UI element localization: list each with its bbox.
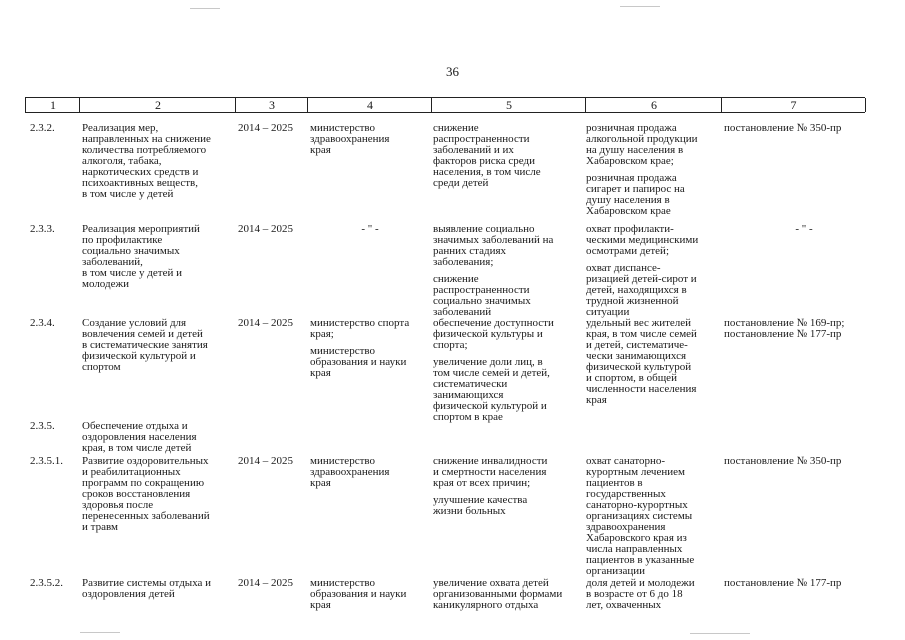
text-line: выявление социально: [433, 224, 535, 235]
text-line: физической культурой и: [433, 400, 547, 412]
text-line: молодежи: [82, 278, 129, 290]
measure-name: [82, 456, 234, 533]
text-line: постановление № 177-пр: [724, 578, 842, 589]
expected-result-paragraph: [433, 456, 583, 489]
text-line: 2014 – 2025: [238, 456, 293, 467]
text-line: детей, находящихся в: [586, 284, 687, 296]
expected-result: [433, 318, 583, 423]
text-line: каникулярного отдыха: [433, 599, 539, 611]
legal-act-paragraph: [724, 456, 884, 467]
text-line: физической культурой и: [82, 350, 196, 362]
text-line: спорта;: [433, 339, 468, 351]
text-line: курортным лечением: [586, 466, 685, 478]
measure-name: [82, 421, 234, 454]
text-line: психоактивных веществ,: [82, 177, 199, 189]
measure-name-paragraph: [82, 456, 234, 533]
text-line: численности населения: [586, 383, 697, 395]
measure-name-paragraph: [82, 421, 234, 454]
text-line: края: [586, 394, 607, 406]
row-number-paragraph: [30, 123, 78, 134]
text-line: распространенности: [433, 284, 530, 296]
text-line: программ по сокращению: [82, 477, 205, 489]
text-line: организации: [586, 565, 646, 577]
row-number: [30, 224, 78, 235]
text-line: 2.3.2.: [30, 123, 55, 134]
text-line: министерство: [310, 578, 376, 589]
text-line: обеспечение доступности: [433, 318, 554, 329]
text-line: и смертности населения: [433, 466, 547, 478]
header-cell: 3: [235, 98, 308, 112]
executor: [310, 578, 430, 611]
text-line: заболевания;: [433, 256, 494, 268]
text-line: и спортом, в общей: [586, 372, 677, 384]
text-line: Создание условий для: [82, 318, 187, 329]
text-line: том числе семей и детей,: [433, 367, 550, 379]
text-line: Обеспечение отдыха и: [82, 421, 188, 432]
text-line: пациентов в: [586, 477, 643, 489]
text-line: министерство: [310, 456, 376, 467]
period: [238, 578, 306, 589]
period-paragraph: [238, 318, 306, 329]
expected-result: [433, 224, 583, 318]
text-line: Хабаровском крае;: [586, 155, 674, 167]
period-paragraph: [238, 578, 306, 589]
text-line: алкогольной продукции: [586, 133, 698, 145]
text-line: министерство: [310, 345, 376, 357]
text-line: вовлечения семей и детей: [82, 328, 203, 340]
text-line: постановление № 350-пр: [724, 123, 842, 134]
text-line: постановление № 350-пр: [724, 456, 842, 467]
text-line: 2014 – 2025: [238, 123, 293, 134]
text-line: в том числе у детей: [82, 188, 174, 200]
text-line: ческими медицинскими: [586, 234, 699, 246]
expected-result-paragraph: [433, 274, 583, 318]
executor-paragraph: [310, 318, 430, 340]
executor-paragraph: [310, 123, 430, 156]
text-line: трудной жизненной: [586, 295, 679, 307]
measure-name-paragraph: [82, 123, 234, 200]
text-line: государственных: [586, 488, 666, 500]
measure-name: [82, 578, 234, 600]
scan-mark: [620, 6, 660, 7]
header-cell: 6: [585, 98, 722, 112]
text-line: сигарет и папирос на: [586, 183, 685, 195]
executor-paragraph: [310, 346, 430, 379]
text-line: 2.3.5.: [30, 421, 55, 432]
text-line: края: [310, 144, 331, 156]
indicator-paragraph: [586, 123, 721, 167]
scan-mark: [690, 633, 750, 634]
text-line: доля детей и молодежи: [586, 578, 695, 589]
header-cell: 4: [307, 98, 432, 112]
period-paragraph: [238, 123, 306, 134]
legal-act-paragraph: [724, 318, 884, 340]
executor-paragraph: [310, 456, 430, 489]
indicator-paragraph: [586, 318, 721, 406]
text-line: осмотрами детей;: [586, 245, 670, 257]
text-line: среди детей: [433, 177, 489, 189]
text-line: 2.3.5.2.: [30, 578, 63, 589]
text-line: на душу населения в: [586, 144, 684, 156]
text-line: физической культурой: [586, 361, 692, 373]
text-line: 2014 – 2025: [238, 578, 293, 589]
text-line: заболеваний и их: [433, 144, 514, 156]
text-line: организованными формами: [433, 588, 563, 600]
text-line: пациентов в указанные: [586, 554, 695, 566]
header-cell: 2: [79, 98, 236, 112]
expected-result-paragraph: [433, 123, 583, 189]
text-line: чески занимающихся: [586, 350, 687, 362]
legal-act: [724, 224, 884, 235]
text-line: оздоровления населения: [82, 431, 197, 443]
expected-result-paragraph: [433, 495, 583, 517]
legal-act-paragraph: [724, 123, 884, 134]
legal-act: [724, 123, 884, 134]
text-line: розничная продажа: [586, 123, 677, 134]
text-line: спортом в крае: [433, 411, 503, 423]
text-line: здравоохранения: [586, 521, 666, 533]
text-line: Развитие оздоровительных: [82, 456, 209, 467]
text-line: систематически: [433, 378, 508, 390]
text-line: охват диспансе-: [586, 262, 661, 274]
row-number: [30, 578, 78, 589]
expected-result-paragraph: [433, 224, 583, 268]
text-line: организациях системы: [586, 510, 693, 522]
text-line: постановление № 169-пр;: [724, 318, 845, 329]
row-number-paragraph: [30, 578, 78, 589]
text-line: факторов риска среди: [433, 155, 535, 167]
text-line: снижение: [433, 273, 479, 285]
legal-act: [724, 456, 884, 467]
text-line: спортом: [82, 361, 121, 373]
executor: [310, 123, 430, 156]
text-line: физической культуры и: [433, 328, 543, 340]
indicator: [586, 578, 721, 611]
page-number: 36: [446, 64, 459, 79]
text-line: снижение: [433, 123, 479, 134]
text-line: края: [310, 477, 331, 489]
text-line: охват санаторно-: [586, 456, 666, 467]
text-line: в возрасте от 6 до 18: [586, 588, 683, 600]
text-line: образования и науки: [310, 356, 407, 368]
row-number-paragraph: [30, 224, 78, 235]
text-line: здравоохранения: [310, 133, 390, 145]
text-line: количества потребляемого: [82, 144, 207, 156]
text-line: санаторно-курортных: [586, 499, 688, 511]
text-line: по профилактике: [82, 234, 163, 246]
text-line: удельный вес жителей: [586, 318, 692, 329]
header-cell: 7: [721, 98, 866, 112]
row-number: [30, 123, 78, 134]
executor: [310, 456, 430, 489]
text-line: оздоровления детей: [82, 588, 175, 600]
text-line: 2.3.3.: [30, 224, 55, 235]
executor: [310, 318, 430, 379]
legal-act-paragraph: [724, 578, 884, 589]
executor-paragraph: [310, 224, 430, 235]
text-line: социально значимых: [82, 245, 180, 257]
text-line: министерство спорта: [310, 318, 410, 329]
text-line: - " -: [795, 224, 813, 235]
text-line: 2014 – 2025: [238, 318, 293, 329]
period: [238, 318, 306, 329]
text-line: Реализация мер,: [82, 123, 159, 134]
expected-result-paragraph: [433, 578, 583, 611]
indicator-paragraph: [586, 173, 721, 217]
period: [238, 224, 306, 235]
text-line: края, в том числе детей: [82, 442, 192, 454]
expected-result: [433, 123, 583, 189]
text-line: увеличение охвата детей: [433, 578, 549, 589]
text-line: социально значимых: [433, 295, 531, 307]
text-line: заболеваний,: [82, 256, 143, 268]
text-line: Хабаровского края из: [586, 532, 687, 544]
text-line: образования и науки: [310, 588, 407, 600]
text-line: заболеваний: [433, 306, 492, 318]
text-line: улучшение качества: [433, 494, 528, 506]
indicator: [586, 224, 721, 318]
text-line: ранних стадиях: [433, 245, 507, 257]
text-line: лет, охваченных: [586, 599, 662, 611]
text-line: здравоохранения: [310, 466, 390, 478]
expected-result-paragraph: [433, 357, 583, 423]
header-cell: 5: [431, 98, 586, 112]
expected-result: [433, 456, 583, 517]
text-line: в том числе у детей и: [82, 267, 182, 279]
legal-act: [724, 318, 884, 340]
text-line: 2.3.5.1.: [30, 456, 63, 467]
legal-act: [724, 578, 884, 589]
header-cell: 1: [25, 98, 80, 112]
text-line: жизни больных: [433, 505, 506, 517]
text-line: снижение инвалидности: [433, 456, 548, 467]
row-number-paragraph: [30, 318, 78, 329]
measure-name-paragraph: [82, 578, 234, 600]
indicator-paragraph: [586, 456, 721, 577]
text-line: увеличение доли лиц, в: [433, 356, 543, 368]
text-line: наркотических средств и: [82, 166, 199, 178]
text-line: сроков восстановления: [82, 488, 191, 500]
text-line: 2014 – 2025: [238, 224, 293, 235]
period: [238, 456, 306, 467]
expected-result: [433, 578, 583, 611]
measure-name: [82, 224, 234, 290]
expected-result-paragraph: [433, 318, 583, 351]
indicator-paragraph: [586, 224, 721, 257]
text-line: душу населения в: [586, 194, 670, 206]
period-paragraph: [238, 224, 306, 235]
row-number: [30, 421, 78, 432]
indicator: [586, 456, 721, 577]
text-line: Хабаровском крае: [586, 205, 671, 217]
legal-act-paragraph: [724, 224, 884, 235]
indicator-paragraph: [586, 578, 721, 611]
text-line: министерство: [310, 123, 376, 134]
scan-mark: [190, 8, 220, 9]
text-line: числа направленных: [586, 543, 683, 555]
text-line: ситуации: [586, 306, 630, 318]
measure-name: [82, 123, 234, 200]
text-line: края, в том числе семей: [586, 328, 697, 340]
text-line: перенесенных заболеваний: [82, 510, 210, 522]
text-line: края;: [310, 328, 334, 340]
indicator-paragraph: [586, 263, 721, 318]
indicator: [586, 318, 721, 406]
text-line: ризацией детей-сирот и: [586, 273, 697, 285]
measure-name-paragraph: [82, 224, 234, 290]
text-line: алкоголя, табака,: [82, 155, 162, 167]
text-line: и травм: [82, 521, 118, 533]
text-line: направленных на снижение: [82, 133, 211, 145]
text-line: в систематические занятия: [82, 339, 208, 351]
text-line: розничная продажа: [586, 172, 677, 184]
text-line: края от всех причин;: [433, 477, 531, 489]
measure-name-paragraph: [82, 318, 234, 373]
text-line: постановление № 177-пр: [724, 328, 842, 340]
scan-mark: [80, 632, 120, 633]
row-number-paragraph: [30, 456, 78, 467]
text-line: значимых заболеваний на: [433, 234, 554, 246]
measure-name: [82, 318, 234, 373]
text-line: здоровья после: [82, 499, 154, 511]
executor-paragraph: [310, 578, 430, 611]
text-line: охват профилакти-: [586, 224, 674, 235]
period: [238, 123, 306, 134]
row-number-paragraph: [30, 421, 78, 432]
indicator: [586, 123, 721, 217]
text-line: края: [310, 599, 331, 611]
text-line: занимающихся: [433, 389, 504, 401]
text-line: Реализация мероприятий: [82, 224, 200, 235]
row-number: [30, 318, 78, 329]
text-line: - " -: [361, 224, 379, 235]
row-number: [30, 456, 78, 467]
text-line: населения, в том числе: [433, 166, 541, 178]
period-paragraph: [238, 456, 306, 467]
text-line: распространенности: [433, 133, 530, 145]
text-line: 2.3.4.: [30, 318, 55, 329]
text-line: и реабилитационных: [82, 466, 181, 478]
text-line: края: [310, 367, 331, 379]
executor: [310, 224, 430, 235]
text-line: Развитие системы отдыха и: [82, 578, 212, 589]
text-line: и детей, систематиче-: [586, 339, 688, 351]
